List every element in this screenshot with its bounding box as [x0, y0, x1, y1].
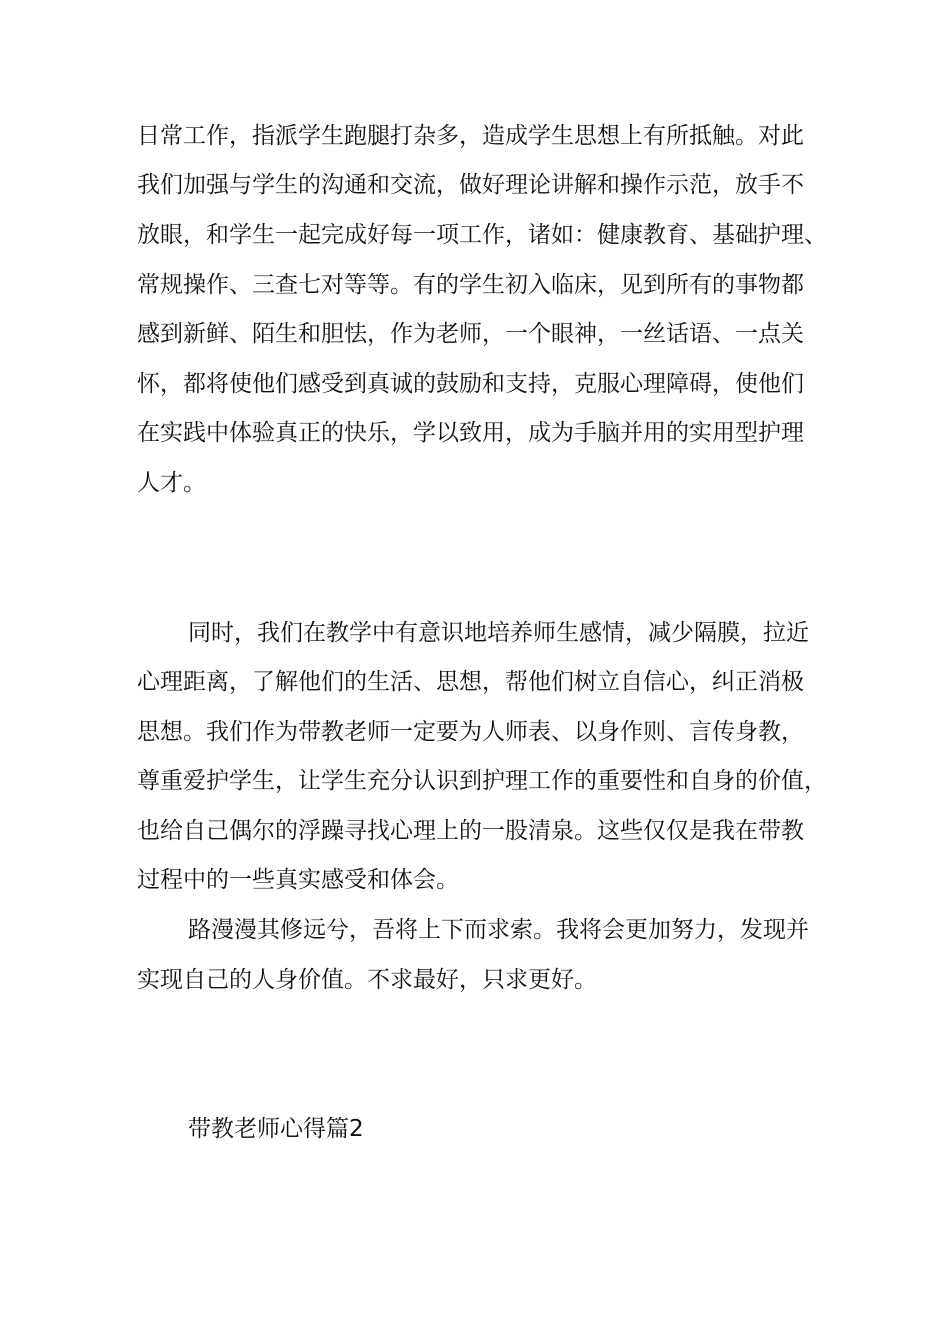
- paragraph-1-line-7: 在实践中体验真正的快乐，学以致用，成为手脑并用的实用型护理: [137, 420, 804, 446]
- paragraph-2-line-1: 同时，我们在教学中有意识地培养师生感情，减少隔膜，拉近: [188, 620, 809, 646]
- paragraph-1-line-6: 怀，都将使他们感受到真诚的鼓励和支持，克服心理障碍，使他们: [137, 371, 804, 397]
- paragraph-2-line-2: 心理距离，了解他们的生活、思想，帮他们树立自信心，纠正消极: [137, 669, 804, 695]
- paragraph-1-line-8: 人才。: [137, 470, 206, 496]
- paragraph-3-line-1: 路漫漫其修远兮，吾将上下而求索。我将会更加努力，发现并: [188, 917, 809, 943]
- paragraph-1-line-3: 放眼，和学生一起完成好每一项工作，诸如：健康教育、基础护理、: [137, 222, 827, 248]
- paragraph-2-line-3: 思想。我们作为带教老师一定要为人师表、以身作则、言传身教，: [137, 719, 804, 745]
- paragraph-1-line-4: 常规操作、三查七对等等。有的学生初入临床，见到所有的事物都: [137, 272, 804, 298]
- paragraph-1-line-1: 日常工作，指派学生跑腿打杂多，造成学生思想上有所抵触。对此: [137, 123, 804, 149]
- section-title: 带教老师心得篇2: [188, 1116, 364, 1142]
- paragraph-1-line-2: 我们加强与学生的沟通和交流，做好理论讲解和操作示范，放手不: [137, 172, 804, 198]
- paragraph-2-line-4: 尊重爱护学生，让学生充分认识到护理工作的重要性和自身的价值，: [137, 768, 827, 794]
- paragraph-2-line-5: 也给自己偶尔的浮躁寻找心理上的一股清泉。这些仅仅是我在带教: [137, 818, 804, 844]
- paragraph-1-line-5: 感到新鲜、陌生和胆怯，作为老师，一个眼神，一丝话语、一点关: [137, 321, 804, 347]
- paragraph-3-line-2: 实现自己的人身价值。不求最好，只求更好。: [137, 967, 597, 993]
- paragraph-2-line-6: 过程中的一些真实感受和体会。: [137, 867, 459, 893]
